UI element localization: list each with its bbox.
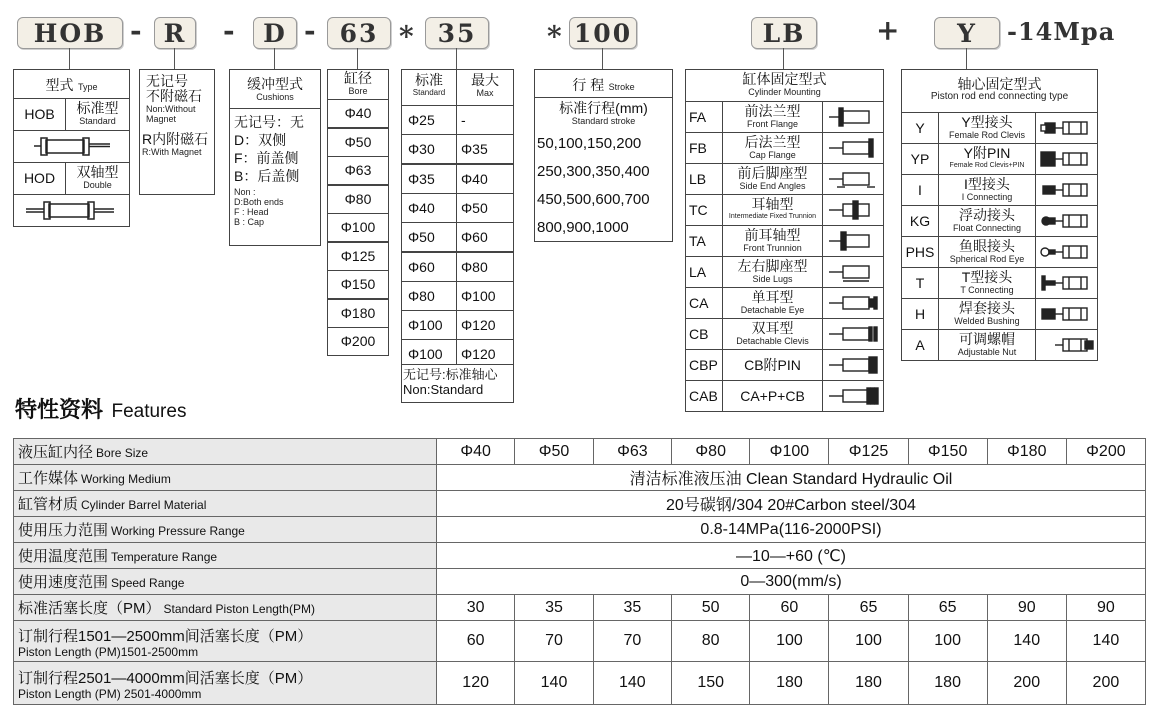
feature-value: 清洁标准液压油 Clean Standard Hydraulic Oil	[436, 465, 1145, 491]
features-heading: 特性资料 Features	[15, 397, 187, 423]
mounting-code: FA	[685, 101, 723, 133]
feature-label: 缸管材质 Cylinder Barrel Material	[14, 491, 437, 517]
feature-label: 使用速度范围 Speed Range	[14, 569, 437, 595]
feature-value: 65	[908, 595, 987, 621]
feature-row	[14, 439, 1146, 465]
rod-max-value: Φ60	[456, 222, 514, 252]
feature-value: 35	[593, 595, 671, 621]
mounting-desc: 双耳型 Detachable Clevis	[722, 318, 823, 350]
feature-value: Φ80	[672, 439, 750, 465]
feature-value: 50	[672, 595, 750, 621]
feature-value: Φ50	[515, 439, 593, 465]
rod-max-value: Φ120	[456, 310, 514, 340]
rod-end-desc: Y型接头 Female Rod Clevis	[938, 112, 1036, 144]
t-connecting-icon	[1035, 267, 1098, 299]
code-type: HOB	[17, 17, 123, 49]
detachable-eye-icon	[822, 287, 884, 319]
bore-option: Φ200	[327, 327, 389, 356]
stroke-box: 行 程 Stroke 标准行程(mm) Standard stroke 50,100,150,200 250,300,350,400 450,500,600,700 800,900,1000	[534, 69, 673, 242]
rod-standard-value: Φ50	[401, 222, 457, 252]
code-separator: -	[223, 14, 235, 47]
feature-label: 使用温度范围 Temperature Range	[14, 543, 437, 569]
rod-standard-header: 标准 Standard	[401, 69, 457, 106]
code-pressure-suffix: -14Mpa	[1007, 17, 1116, 46]
code-magnet: R	[154, 17, 196, 49]
code-separator: *	[399, 20, 414, 53]
feature-value: 70	[593, 621, 671, 662]
bore-option: Φ50	[327, 128, 389, 157]
rod-max-value: Φ80	[456, 252, 514, 282]
clevis-pin-icon	[822, 349, 884, 381]
feature-value: 100	[829, 621, 908, 662]
code-separator: -	[304, 14, 316, 47]
feature-value: 200	[1066, 662, 1145, 705]
float-connecting-icon	[1035, 205, 1098, 237]
rod-end-desc: Y附PIN Female Rod Clevis+PIN	[938, 143, 1036, 175]
feature-value: 90	[987, 595, 1066, 621]
type-title: 型式 Type	[13, 69, 130, 99]
feature-row	[14, 517, 1146, 543]
mounting-code: TC	[685, 194, 723, 226]
feature-value: 120	[436, 662, 514, 705]
feature-value: 200	[987, 662, 1066, 705]
feature-value: 90	[1066, 595, 1145, 621]
mounting-title: 缸体固定型式 Cylinder Mounting	[685, 69, 884, 102]
feature-label: 标准活塞长度（PM） Standard Piston Length(PM)	[14, 595, 437, 621]
clevis-combo-icon	[822, 380, 884, 412]
feature-label: 使用压力范围 Working Pressure Range	[14, 517, 437, 543]
mounting-code: LA	[685, 256, 723, 288]
mounting-desc: 左右脚座型 Side Lugs	[722, 256, 823, 288]
feature-value: 80	[672, 621, 750, 662]
cap-flange-icon	[822, 132, 884, 164]
feature-value: 140	[987, 621, 1066, 662]
rod-clevis-pin-icon	[1035, 143, 1098, 175]
feature-row	[14, 595, 1146, 621]
rod-end-code: KG	[901, 205, 939, 237]
feature-value: 180	[829, 662, 908, 705]
rod-end-code: T	[901, 267, 939, 299]
code-rod-end: Y	[934, 17, 1000, 49]
mounting-desc: 前耳轴型 Front Trunnion	[722, 225, 823, 257]
mounting-desc: 前法兰型 Front Flange	[722, 101, 823, 133]
cushion-box: 缓冲型式 Cushions 无记号：无 D：双侧 F：前盖侧 B：后盖侧 Non : D:Both ends F : Head B : Cap	[229, 69, 321, 246]
feature-value: 30	[436, 595, 514, 621]
feature-value: 180	[750, 662, 829, 705]
rod-end-title: 轴心固定型式 Piston rod end connecting type	[901, 69, 1098, 113]
feature-row	[14, 491, 1146, 517]
rod-standard-value: Φ25	[401, 105, 457, 135]
rod-standard-value: Φ80	[401, 281, 457, 311]
rod-end-code: A	[901, 329, 939, 361]
adjustable-nut-icon	[1035, 329, 1098, 361]
code-cushion: D	[253, 17, 297, 49]
feature-label: 订制行程2501—4000mm间活塞长度（PM） Piston Length (PM) 2501-4000mm	[14, 662, 437, 705]
spherical-rod-eye-icon	[1035, 236, 1098, 268]
mounting-code: CBP	[685, 349, 723, 381]
rod-note: 无记号:标准轴心 Non:Standard	[401, 364, 514, 403]
rod-end-desc: I型接头 I Connecting	[938, 174, 1036, 206]
rod-end-code: PHS	[901, 236, 939, 268]
rod-standard-value: Φ30	[401, 134, 457, 164]
rod-standard-value: Φ60	[401, 252, 457, 282]
feature-value: 140	[1066, 621, 1145, 662]
code-separator: *	[547, 20, 562, 53]
code-separator: +	[876, 14, 900, 47]
rod-max-value: -	[456, 105, 514, 135]
bore-option: Φ180	[327, 299, 389, 328]
type-code: HOD	[13, 162, 66, 195]
feature-value: Φ100	[750, 439, 829, 465]
rod-max-value: Φ50	[456, 193, 514, 223]
rod-end-desc: 焊套接头 Welded Bushing	[938, 298, 1036, 330]
mounting-desc: 耳轴型 Intermediate Fixed Trunnion	[722, 194, 823, 226]
feature-row	[14, 543, 1146, 569]
feature-value: 70	[515, 621, 593, 662]
bore-title: 缸径 Bore	[327, 69, 389, 100]
features-table	[13, 438, 1146, 705]
bore-option: Φ125	[327, 242, 389, 271]
type-code: HOB	[13, 98, 66, 131]
feature-value: 65	[829, 595, 908, 621]
bore-option: Φ100	[327, 213, 389, 242]
rod-max-value: Φ100	[456, 281, 514, 311]
mounting-code: TA	[685, 225, 723, 257]
rod-standard-value: Φ100	[401, 310, 457, 340]
magnet-box: 无记号 不附磁石 Non:Without Magnet R内附磁石 R:With Magnet	[139, 69, 215, 195]
front-trunnion-icon	[822, 225, 884, 257]
rod-max-value: Φ40	[456, 164, 514, 194]
feature-value: Φ180	[987, 439, 1066, 465]
feature-value: 20号碳钢/304 20#Carbon steel/304	[436, 491, 1145, 517]
feature-value: Φ150	[908, 439, 987, 465]
rod-end-code: Y	[901, 112, 939, 144]
welded-bushing-icon	[1035, 298, 1098, 330]
female-rod-clevis-icon	[1035, 112, 1098, 144]
feature-value: Φ125	[829, 439, 908, 465]
feature-value: Φ40	[436, 439, 514, 465]
rod-max-value: Φ120	[456, 339, 514, 369]
side-end-angles-icon	[822, 163, 884, 195]
rod-standard-value: Φ100	[401, 339, 457, 369]
feature-value: 140	[593, 662, 671, 705]
feature-value: —10—+60 (℃)	[436, 543, 1145, 569]
rod-end-desc: 可调螺帽 Adjustable Nut	[938, 329, 1036, 361]
feature-row	[14, 465, 1146, 491]
side-lugs-icon	[822, 256, 884, 288]
rod-end-code: YP	[901, 143, 939, 175]
cylinder-standard-icon	[13, 130, 130, 163]
feature-value: 150	[672, 662, 750, 705]
feature-value: 100	[908, 621, 987, 662]
cylinder-double-rod-icon	[13, 194, 130, 227]
feature-value: 100	[750, 621, 829, 662]
bore-option: Φ150	[327, 270, 389, 299]
code-rod: 35	[425, 17, 489, 49]
rod-max-value: Φ35	[456, 134, 514, 164]
feature-label: 工作媒体 Working Medium	[14, 465, 437, 491]
mounting-code: FB	[685, 132, 723, 164]
code-stroke: 100	[569, 17, 637, 49]
feature-value: 35	[515, 595, 593, 621]
code-bore: 63	[327, 17, 391, 49]
rod-end-code: H	[901, 298, 939, 330]
code-mounting: LB	[751, 17, 817, 49]
rod-standard-value: Φ35	[401, 164, 457, 194]
mounting-code: CA	[685, 287, 723, 319]
mounting-desc: 单耳型 Detachable Eye	[722, 287, 823, 319]
feature-value: 180	[908, 662, 987, 705]
intermediate-trunnion-icon	[822, 194, 884, 226]
feature-value: 60	[750, 595, 829, 621]
type-desc: 标准型 Standard	[65, 98, 130, 131]
mounting-desc: CB附PIN	[722, 349, 823, 381]
bore-option: Φ80	[327, 185, 389, 214]
feature-value: Φ200	[1066, 439, 1145, 465]
bore-option: Φ63	[327, 156, 389, 185]
feature-row	[14, 569, 1146, 595]
rod-max-header: 最大 Max	[456, 69, 514, 106]
i-connecting-icon	[1035, 174, 1098, 206]
feature-row	[14, 662, 1146, 705]
feature-value: 140	[515, 662, 593, 705]
mounting-desc: 前后脚座型 Side End Angles	[722, 163, 823, 195]
rod-end-desc: T型接头 T Connecting	[938, 267, 1036, 299]
mounting-desc: CA+P+CB	[722, 380, 823, 412]
type-desc: 双轴型 Double	[65, 162, 130, 195]
mounting-code: CB	[685, 318, 723, 350]
feature-row	[14, 621, 1146, 662]
feature-value: 0.8-14MPa(116-2000PSI)	[436, 517, 1145, 543]
detachable-clevis-icon	[822, 318, 884, 350]
mounting-code: CAB	[685, 380, 723, 412]
mounting-desc: 后法兰型 Cap Flange	[722, 132, 823, 164]
code-separator: -	[130, 14, 142, 47]
front-flange-icon	[822, 101, 884, 133]
rod-end-desc: 浮动接头 Float Connecting	[938, 205, 1036, 237]
feature-label: 液压缸内径 Bore Size	[14, 439, 437, 465]
feature-value: Φ63	[593, 439, 671, 465]
feature-label: 订制行程1501—2500mm间活塞长度（PM） Piston Length (PM)1501-2500mm	[14, 621, 437, 662]
bore-option: Φ40	[327, 99, 389, 128]
rod-standard-value: Φ40	[401, 193, 457, 223]
rod-end-desc: 鱼眼接头 Spherical Rod Eye	[938, 236, 1036, 268]
rod-end-code: I	[901, 174, 939, 206]
feature-value: 60	[436, 621, 514, 662]
mounting-code: LB	[685, 163, 723, 195]
feature-value: 0—300(mm/s)	[436, 569, 1145, 595]
